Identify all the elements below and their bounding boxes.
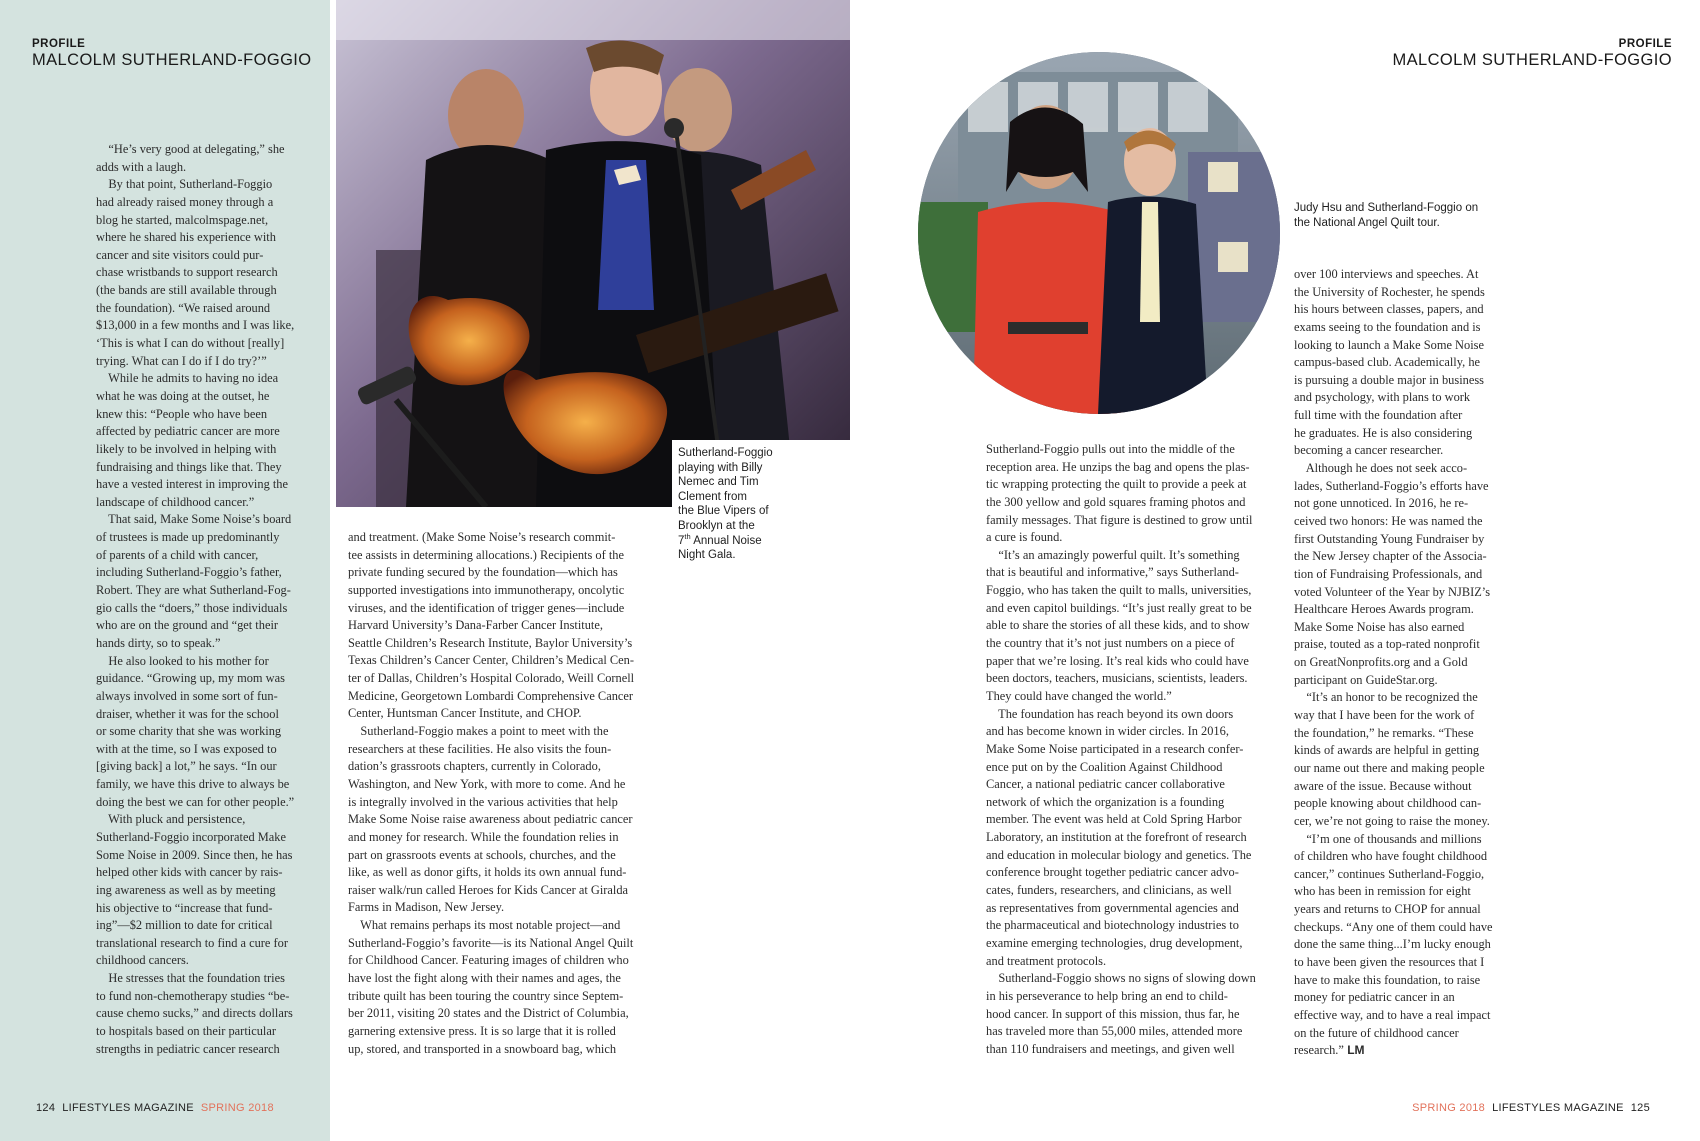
text-line: Robert. They are what Sutherland-Fog- <box>96 583 291 598</box>
text-line: have a vested interest in improving the <box>96 477 289 492</box>
text-line: and has become known in wider circles. In 2016, <box>986 724 1229 739</box>
text-line: doing the best we can for other people.” <box>96 794 295 809</box>
text-line: Center, Huntsman Cancer Institute, and CHOP. <box>348 706 582 721</box>
text-line: member. The event was held at Cold Spring Harbor <box>986 812 1242 827</box>
text-line: landscape of childhood cancer.” <box>96 494 255 509</box>
text-line: viruses, and the identification of trigger genes—include <box>348 600 625 615</box>
text-line: family messages. That figure is destined to grow until <box>986 512 1253 527</box>
caption-line: playing with Billy <box>678 461 763 474</box>
text-line: what he was doing at the outset, he <box>96 388 270 403</box>
folio-left <box>36 1102 281 1114</box>
text-line: family, we have this drive to always be <box>96 777 290 792</box>
text-line: ing”—$2 million to date for critical <box>96 918 273 933</box>
article-column-4 <box>1294 266 1510 1060</box>
text-line: the country that it’s not just numbers on a piece of <box>986 636 1235 651</box>
text-line: full time with the foundation after <box>1294 408 1463 423</box>
text-line: the foundation,” he remarks. “These <box>1294 725 1474 740</box>
text-line: aware of the issue. Because without <box>1294 778 1472 793</box>
text-line: He stresses that the foundation tries <box>96 971 285 986</box>
text-line: helped other kids with cancer by rais- <box>96 865 283 880</box>
text-line: where he shared his experience with <box>96 230 276 245</box>
text-line: becoming a cancer researcher. <box>1294 443 1444 458</box>
text-line: to hospitals based on their particular <box>96 1024 276 1039</box>
text-line: While he admits to having no idea <box>96 371 279 386</box>
text-line: ber 2011, visiting 20 states and the District of Columbia, <box>348 1006 629 1021</box>
text-line: ing awareness as well as by meeting <box>96 882 276 897</box>
caption-text: Annual Noise <box>690 534 762 547</box>
text-line: tee assists in determining allocations.) Recipients of the <box>348 547 624 562</box>
text-line: praise, touted as a top-rated nonprofit <box>1294 637 1480 652</box>
text-line: reception area. He unzips the bag and opens the plas- <box>986 459 1250 474</box>
text-line: participant on GuideStar.org. <box>1294 672 1438 687</box>
text-line: part on grassroots events at schools, churches, and the <box>348 847 616 862</box>
text-line: of trustees is made up predominantly <box>96 530 280 545</box>
text-line: draiser, whether it was for the school <box>96 706 279 721</box>
text-line: like, as well as donor gifts, it holds its own annual fund- <box>348 865 627 880</box>
profile-name: MALCOLM SUTHERLAND-FOGGIO <box>1392 51 1672 69</box>
text-line: our name out there and making people <box>1294 760 1485 775</box>
text-line: Harvard University’s Dana-Farber Cancer Institute, <box>348 618 603 633</box>
text-line: able to share the stories of all these kids, and to show <box>986 618 1250 633</box>
text-line: on the future of childhood cancer <box>1294 1025 1459 1040</box>
text-line: “It’s an amazingly powerful quilt. It’s something <box>986 547 1240 562</box>
text-line: of children who have fought childhood <box>1294 849 1488 864</box>
text-line: Healthcare Heroes Awards program. <box>1294 602 1474 617</box>
band-photo-caption <box>678 446 838 563</box>
text-line: up, stored, and transported in a snowboard bag, which <box>348 1041 617 1056</box>
text-line: Cancer, a national pediatric cancer collaborative <box>986 777 1225 792</box>
text-line: trying. What can I do if I do try?’” <box>96 353 267 368</box>
issue-season: SPRING 2018 <box>200 1102 274 1114</box>
text-line: garnering extensive press. It is so large that it is rolled <box>348 1023 616 1038</box>
text-line: Seattle Children’s Research Institute, Baylor University’s <box>348 635 633 650</box>
text-line: been doctors, teachers, musicians, scientists, leaders. <box>986 671 1248 686</box>
caption-line: Night Gala. <box>678 549 736 562</box>
text-line: fundraising and things like that. They <box>96 459 282 474</box>
text-line: on GreatNonprofits.org and a Gold <box>1294 655 1468 670</box>
text-line: gio calls the “doers,” those individuals <box>96 600 288 615</box>
text-line: have to make this foundation, to raise <box>1294 972 1481 987</box>
text-line: he graduates. He is also considering <box>1294 425 1473 440</box>
text-line: ter of Dallas, Children’s Hospital Colorado, Weill Cornell <box>348 671 635 686</box>
text-line: and psychology, with plans to work <box>1294 390 1471 405</box>
text-line: for Childhood Cancer. Featuring images of children who <box>348 953 629 968</box>
text-line: his objective to “increase that fund- <box>96 900 273 915</box>
text-line: always involved in some sort of fun- <box>96 688 278 703</box>
text-line: is pursuing a double major in business <box>1294 372 1484 387</box>
text-line: Sutherland-Foggio shows no signs of slowing down <box>986 971 1256 986</box>
ordinal-number: 7 <box>678 534 685 547</box>
text-line: in his perseverance to help bring an end to child- <box>986 988 1228 1003</box>
text-line: What remains perhaps its most notable project—and <box>348 918 621 933</box>
text-line: looking to launch a Make Some Noise <box>1294 337 1484 352</box>
circle-photo-caption <box>1294 201 1514 230</box>
text-line: lades, Sutherland-Foggio’s efforts have <box>1294 478 1489 493</box>
text-line: paper that we’re losing. It’s real kids who could have <box>986 653 1249 668</box>
text-line: Texas Children’s Cancer Center, Children’s Medical Cen- <box>348 653 634 668</box>
caption-line: the National Angel Quilt tour. <box>1294 216 1440 229</box>
text-line: With pluck and persistence, <box>96 812 246 827</box>
text-line: Make Some Noise has also earned <box>1294 619 1465 634</box>
text-line: done the same thing...I’m lucky enough <box>1294 937 1491 952</box>
text-line: and even capitol buildings. “It’s just really great to be <box>986 600 1252 615</box>
text-line: guidance. “Growing up, my mom was <box>96 671 285 686</box>
text-line: researchers at these facilities. He also visits the foun- <box>348 741 612 756</box>
text-line: first Outstanding Young Fundraiser by <box>1294 531 1485 546</box>
text-line: cer, we’re not going to raise the money. <box>1294 813 1490 828</box>
text-line: conference brought together pediatric cancer advo- <box>986 865 1239 880</box>
text-line: “I’m one of thousands and millions <box>1294 831 1482 846</box>
text-line: and money for research. While the foundation relies in <box>348 829 619 844</box>
text-line: who has been in remission for eight <box>1294 884 1471 899</box>
text-line: supported investigations into immunotherapy, oncolytic <box>348 582 625 597</box>
running-head-right <box>1392 38 1672 69</box>
text-line: have lost the fight along with their names and ages, the <box>348 971 621 986</box>
text-line: had already raised money through a <box>96 194 274 209</box>
text-line: and treatment protocols. <box>986 953 1107 968</box>
text-line: including Sutherland-Foggio’s father, <box>96 565 282 580</box>
text-line: way that I have been for the work of <box>1294 708 1475 723</box>
text-line: is integrally involved in the various activities that help <box>348 794 618 809</box>
text-line: blog he started, malcolmspage.net, <box>96 212 269 227</box>
text-line: network of which the organization is a founding <box>986 794 1225 809</box>
text-line: and treatment. (Make Some Noise’s research commit- <box>348 530 616 544</box>
caption-line: the Blue Vipers of <box>678 505 769 518</box>
text-line: dation’s grassroots chapters, currently in Colorado, <box>348 759 601 774</box>
text-line: knew this: “People who have been <box>96 406 268 421</box>
text-line: “He’s very good at delegating,” she <box>96 142 285 156</box>
text-line: translational research to find a cure for <box>96 935 288 950</box>
text-line: a cure is found. <box>986 530 1063 545</box>
text-line: Laboratory, an institution at the forefront of research <box>986 830 1247 845</box>
text-line: to have been given the resources that I <box>1294 954 1485 969</box>
text-line: of parents of a child with cancer, <box>96 547 259 562</box>
text-line: cancer,” continues Sutherland-Foggio, <box>1294 866 1485 881</box>
text-line: likely to be involved in helping with <box>96 441 277 456</box>
caption-line: Clement from <box>678 490 748 503</box>
text-line: Sutherland-Foggio incorporated Make <box>96 829 286 844</box>
text-line: $13,000 in a few months and I was like, <box>96 318 295 333</box>
text-line: with at the time, so I was exposed to <box>96 741 277 756</box>
caption-line <box>678 531 762 547</box>
caption-line: Brooklyn at the <box>678 519 755 532</box>
caption-line: Judy Hsu and Sutherland-Foggio on <box>1294 202 1479 214</box>
text-line: The foundation has reach beyond its own doors <box>986 706 1234 721</box>
text-line: examine emerging technologies, drug development, <box>986 935 1243 950</box>
text-line: that is beautiful and informative,” says Sutherland- <box>986 565 1239 580</box>
text-line: strengths in pediatric cancer research <box>96 1041 280 1056</box>
text-line: kinds of awards are helpful in getting <box>1294 743 1480 758</box>
text-line: voted Volunteer of the Year by NJBIZ’s <box>1294 584 1491 599</box>
article-column-2 <box>348 529 660 1058</box>
text-line: That said, Make Some Noise’s board <box>96 512 292 527</box>
running-head-left <box>32 38 312 69</box>
text-line: who are on the ground and “get their <box>96 618 279 633</box>
text-line: chase wristbands to support research <box>96 265 278 280</box>
text-line: money for pediatric cancer in an <box>1294 990 1455 1005</box>
page-number: 124 <box>36 1102 56 1114</box>
text-line: Although he does not seek acco- <box>1294 461 1468 476</box>
section-kicker: PROFILE <box>32 38 86 50</box>
text-line: tic wrapping protecting the quilt to provide a peek at <box>986 477 1247 492</box>
text-line: affected by pediatric cancer are more <box>96 424 280 439</box>
text-line: Sutherland-Foggio’s favorite—is its National Angel Quilt <box>348 935 634 950</box>
caption-line: Nemec and Tim <box>678 476 759 489</box>
text-line: Farms in Madison, New Jersey. <box>348 900 505 915</box>
text-line: They could have changed the world.” <box>986 688 1172 703</box>
text-line: has traveled more than 55,000 miles, attended more <box>986 1024 1243 1039</box>
page-number: 125 <box>1630 1102 1650 1114</box>
text-line: raiser walk/run called Heroes for Kids Cancer at Giralda <box>348 882 629 897</box>
end-mark: LM <box>1343 1043 1365 1058</box>
text-line: to fund non-chemotherapy studies “be- <box>96 988 290 1003</box>
folio-right <box>1405 1102 1650 1114</box>
section-kicker: PROFILE <box>1618 38 1672 50</box>
text-line: adds with a laugh. <box>96 159 187 174</box>
text-line: campus-based club. Academically, he <box>1294 355 1481 370</box>
text-line: He also looked to his mother for <box>96 653 269 668</box>
judy-hsu-circle-photo <box>918 52 1280 414</box>
issue-season: SPRING 2018 <box>1412 1102 1486 1114</box>
text-line: Make Some Noise participated in a research confer- <box>986 741 1244 756</box>
text-line: years and returns to CHOP for annual <box>1294 902 1481 917</box>
text-line: research.” LM <box>1294 1043 1365 1058</box>
text-line: tion of Fundraising Professionals, and <box>1294 566 1483 581</box>
text-line: ence put on by the Coalition Against Childhood <box>986 759 1223 774</box>
text-line: effective way, and to have a real impact <box>1294 1007 1491 1022</box>
text-line: checkups. “Any one of them could have <box>1294 919 1493 934</box>
text-line: cause chemo sucks,” and directs dollars <box>96 1006 293 1021</box>
text-line: Sutherland-Foggio pulls out into the middle of the <box>986 442 1235 456</box>
text-line: ceived two honors: He was named the <box>1294 513 1483 528</box>
article-column-3 <box>986 441 1282 1058</box>
text-line: [giving back] a lot,” he says. “In our <box>96 759 277 774</box>
text-line: Foggio, who has taken the quilt to malls, universities, <box>986 583 1252 598</box>
ordinal-suffix: th <box>684 531 691 541</box>
text-line: tribute quilt has been touring the country since Septem- <box>348 988 624 1003</box>
text-line: private funding secured by the foundation—which has <box>348 565 618 580</box>
text-line: (the bands are still available through <box>96 283 277 298</box>
magazine-name: LIFESTYLES MAGAZINE <box>1492 1102 1624 1114</box>
text-line: people knowing about childhood can- <box>1294 796 1482 811</box>
text-line: cancer and site visitors could pur- <box>96 247 264 262</box>
text-line: the foundation). “We raised around <box>96 300 271 315</box>
text-line: cates, funders, researchers, and clinicians, as well <box>986 883 1232 898</box>
text-line: over 100 interviews and speeches. At <box>1294 267 1479 281</box>
text-line: and education in molecular biology and genetics. The <box>986 847 1252 862</box>
text-line: Washington, and New York, with more to come. And he <box>348 776 626 791</box>
article-column-1 <box>96 141 310 1058</box>
text-line: By that point, Sutherland-Foggio <box>96 177 273 192</box>
text-line: hands dirty, so to speak.” <box>96 635 221 650</box>
text-line: childhood cancers. <box>96 953 189 968</box>
magazine-name: LIFESTYLES MAGAZINE <box>62 1102 194 1114</box>
text-line: “It’s an honor to be recognized the <box>1294 690 1478 705</box>
caption-line: Sutherland-Foggio <box>678 447 773 459</box>
text-line: not gone unnoticed. In 2016, he re- <box>1294 496 1469 511</box>
text-line: exams seeing to the foundation and is <box>1294 319 1481 334</box>
text-line: the 300 yellow and gold squares framing photos and <box>986 494 1246 509</box>
text-line: hood cancer. In support of this mission, thus far, he <box>986 1006 1240 1021</box>
text-line: his hours between classes, papers, and <box>1294 302 1484 317</box>
text-line: Medicine, Georgetown Lombardi Comprehensive Cancer <box>348 688 634 703</box>
text-line: Some Noise in 2009. Since then, he has <box>96 847 293 862</box>
text-line: the New Jersey chapter of the Associa- <box>1294 549 1487 564</box>
text-line: the pharmaceutical and biotechnology industries to <box>986 918 1239 933</box>
text-line: the University of Rochester, he spends <box>1294 284 1485 299</box>
profile-name: MALCOLM SUTHERLAND-FOGGIO <box>32 51 312 69</box>
band-performance-photo <box>336 0 850 507</box>
text-line: Sutherland-Foggio makes a point to meet with the <box>348 724 609 739</box>
text-line: than 110 fundraisers and meetings, and given well <box>986 1041 1235 1056</box>
text-line: as representatives from governmental agencies and <box>986 900 1239 915</box>
text-line: or some charity that she was working <box>96 724 282 739</box>
text-line: ‘This is what I can do without [really] <box>96 336 285 351</box>
text-line: Make Some Noise raise awareness about pediatric cancer <box>348 812 633 827</box>
